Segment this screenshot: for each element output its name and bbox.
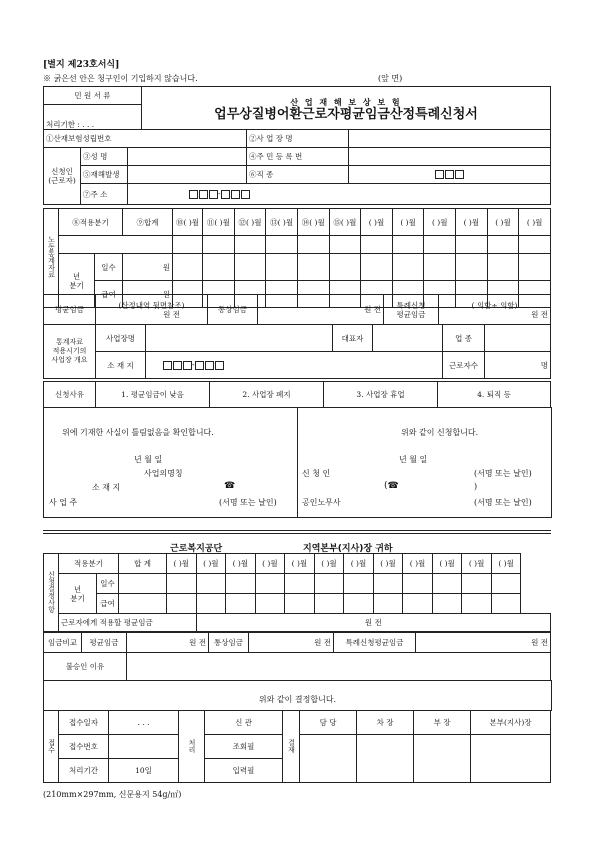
office-month-10: ( )월: [432, 554, 462, 574]
divider-2: [43, 533, 551, 534]
office-month-4: ( )월: [255, 554, 285, 574]
compare-special-won: 원 전: [416, 633, 551, 653]
applied-avg-label: 근로자에게 적용할 평균임금: [59, 614, 197, 632]
org-name-label: 사업의명칭: [144, 469, 183, 478]
rrn-field[interactable]: [349, 148, 551, 166]
applicant-sign: (서명 또는 날인): [474, 469, 532, 478]
addressee-to: 지역본부(지사)장 귀하: [303, 544, 393, 554]
role-manager: 부 장: [414, 711, 471, 735]
applicant-phone: (☎: [384, 481, 399, 491]
reason-2[interactable]: 2. 사업장 폐지: [210, 382, 324, 408]
receipt-docs: 민 원 서 류: [44, 87, 142, 105]
receipt-date-label: 접수일자: [59, 711, 109, 735]
reject-label: 불승인 이유: [44, 653, 127, 681]
office-month-7: ( )월: [344, 554, 374, 574]
reason-4[interactable]: 4. 퇴직 등: [438, 382, 551, 408]
office-month-3: ( )월: [226, 554, 256, 574]
addr-sign-label: 소 재 지: [92, 483, 121, 492]
deadline: 처리기한 : . . .: [44, 105, 142, 130]
job-code[interactable]: [349, 166, 551, 184]
proc-section: 처리: [179, 711, 205, 783]
workplace-name-field[interactable]: [349, 130, 551, 148]
sign-deputy[interactable]: [357, 735, 414, 783]
form-title: 업무상질병어환근로자평균임금산정특례신청서: [214, 106, 478, 122]
month-8: ( )월: [424, 209, 456, 236]
name-label: ③성 명: [81, 148, 128, 166]
office-year-quarter: 년 분기: [59, 574, 97, 614]
q10-label: ⑩( )월: [173, 209, 203, 236]
rep-label: 대표자: [333, 325, 373, 352]
check-label: 조회필: [205, 735, 283, 759]
period-val: 10일: [109, 759, 179, 783]
month-3: ⑬( )월: [266, 209, 298, 236]
rrn-label: ④주 민 등 록 번: [247, 148, 349, 166]
office-month-11: ( )월: [462, 554, 492, 574]
form-number: [별지 제23호서식]: [43, 60, 120, 70]
agent-label: 공인노무사: [302, 498, 341, 507]
office-month-12: ( )월: [491, 554, 521, 574]
reason-3[interactable]: 3. 사업장 휴업: [324, 382, 438, 408]
compare-normal-won: 원 전: [249, 633, 334, 653]
wage-label: 급여: [95, 281, 123, 308]
reason-table: [43, 381, 551, 408]
office-month-2: ( )월: [196, 554, 226, 574]
office-month-5: ( )월: [285, 554, 315, 574]
applicant-phone-close: ): [474, 482, 478, 491]
role-deputy: 차 장: [357, 711, 414, 735]
dept-label: 신 관: [205, 711, 283, 735]
title-cell: [142, 87, 551, 130]
title-table: [43, 86, 551, 130]
type-label: 업 종: [443, 325, 485, 352]
job-label: ⑥직 종: [247, 166, 349, 184]
decided-box: [43, 680, 552, 711]
receipt-table: [43, 710, 551, 783]
office-sum: 합 계: [119, 554, 167, 574]
reason-label: 신청사유: [44, 382, 96, 408]
owner-sign: (서명 또는 날인): [219, 498, 277, 507]
month-9: ( )월: [456, 209, 488, 236]
office-month-6: ( )월: [314, 554, 344, 574]
phone-icon: ☎: [224, 481, 236, 491]
input-label: 입력필: [205, 759, 283, 783]
address-label: ⑦주 소: [81, 184, 128, 205]
role-head: 본부(지사)장: [471, 711, 551, 735]
month-5: ⑮( )월: [329, 209, 361, 236]
q8-label: ⑧적용분기: [59, 209, 123, 236]
apply-text: 위와 같이 신청합니다.: [401, 428, 479, 437]
month-4: ⑭( )월: [297, 209, 329, 236]
workplace-table: [43, 324, 551, 379]
applicant-label: 신청인 (근로자): [44, 148, 81, 205]
applicant-sign-label: 신 청 인: [302, 469, 331, 478]
normal-label: 통상임금: [208, 295, 258, 325]
month-7: ( )월: [392, 209, 424, 236]
accident-label: ⑤재해발생: [81, 166, 128, 184]
approve-section: 결재: [283, 711, 300, 783]
special-value: ( 의함÷ 의함) 원 전: [439, 295, 551, 325]
receipt-section: 접수: [44, 711, 59, 783]
labor-section: 노동통계자료: [44, 209, 59, 308]
type-input[interactable]: [485, 325, 551, 352]
compare-normal: 통상임금: [209, 633, 249, 653]
year-quarter: 년 분기: [59, 254, 95, 308]
office-month-9: ( )월: [403, 554, 433, 574]
workers-label: 근로자수: [443, 352, 485, 379]
days-label: 일수: [95, 254, 123, 281]
reason-1[interactable]: 1. 평균임금이 낮음: [96, 382, 210, 408]
divider-1: [43, 530, 551, 531]
receipt-date-val: . . .: [109, 711, 179, 735]
labor-table: [43, 208, 551, 308]
office-days: 일수: [97, 574, 119, 594]
wage-unit: 원: [123, 281, 173, 308]
apply-date: 년 월 일: [399, 455, 428, 464]
notice: ※ 굵은선 안은 청구인이 기입하지 않습니다.: [43, 74, 198, 83]
confirm-text: 위에 기재한 사실이 틀림없음을 확인합니다.: [62, 428, 214, 437]
month-11: ( )월: [519, 209, 551, 236]
workplace-name-input[interactable]: [146, 325, 333, 352]
owner-label: 사 업 주: [49, 498, 78, 507]
addressee-org: 근로복지공단: [170, 544, 223, 554]
month-1: ⑪( )월: [203, 209, 235, 236]
avg-wage-table: [43, 294, 551, 325]
receipt-no-field[interactable]: [109, 735, 179, 759]
agent-sign: (서명 또는 날인): [474, 498, 532, 507]
month-10: ( )월: [487, 209, 519, 236]
accident-field[interactable]: [128, 166, 247, 184]
confirm-date: 년 월 일: [134, 455, 163, 464]
rep-input[interactable]: [373, 325, 443, 352]
avg-label: 평균임금: [44, 295, 96, 325]
workers-unit: 명: [485, 352, 551, 379]
sign-head[interactable]: [471, 735, 551, 783]
compare-avg-won: 원 전: [127, 633, 209, 653]
address-field[interactable]: -: [128, 184, 551, 205]
applicant-table: [43, 129, 551, 205]
workplace-name-label: ②사 업 장 명: [247, 130, 349, 148]
reject-field[interactable]: [127, 653, 551, 681]
decision-section: 신청결정사항: [44, 554, 59, 632]
receipt-no-label: 접수번호: [59, 735, 109, 759]
addr-input[interactable]: -: [146, 352, 443, 379]
compare-avg: 평균임금: [82, 633, 127, 653]
decision-table: [43, 553, 551, 632]
role-staff: 담 당: [300, 711, 357, 735]
addr-label: 소 재 지: [96, 352, 146, 379]
special-label: 특례신청 평균임금: [384, 295, 439, 325]
workplace-name-label2: 사업장명: [96, 325, 146, 352]
decided-text: 위와 같이 결정합니다.: [258, 695, 337, 704]
footer: (210mm×297mm, 신문용지 54g/㎡): [43, 790, 182, 799]
office-month-8: ( )월: [373, 554, 403, 574]
office-quarter: 적용분기: [59, 554, 119, 574]
sign-manager[interactable]: [414, 735, 471, 783]
workplace-label: 통계자료 적용시기의 사업장 개요: [44, 325, 96, 379]
sign-staff[interactable]: [300, 735, 357, 783]
q9-label: ⑨합계: [123, 209, 173, 236]
name-field[interactable]: [128, 148, 247, 166]
office-wage: 급여: [97, 594, 119, 614]
month-2: ⑫( )월: [234, 209, 266, 236]
avg-calc: (산정내역 뒷면참조) 원 전: [96, 295, 208, 325]
office-month-1: ( )월: [167, 554, 197, 574]
compare-table: [43, 632, 551, 681]
title-org: 산 업 재 해 보 상 보 험: [290, 96, 402, 107]
applied-avg-won: 원 전: [196, 614, 550, 632]
side-label: (앞 면): [378, 74, 403, 83]
month-6: ( )월: [361, 209, 393, 236]
insurance-no-label: ①산재보험성립번호: [44, 130, 247, 148]
compare-special: 특례신청평균임금: [334, 633, 416, 653]
compare-label: 임금비교: [44, 633, 82, 653]
days-unit: 원: [123, 254, 173, 281]
period-label: 처리기간: [59, 759, 109, 783]
confirm-box: [43, 407, 552, 518]
normal-won: 원 전: [258, 295, 384, 325]
